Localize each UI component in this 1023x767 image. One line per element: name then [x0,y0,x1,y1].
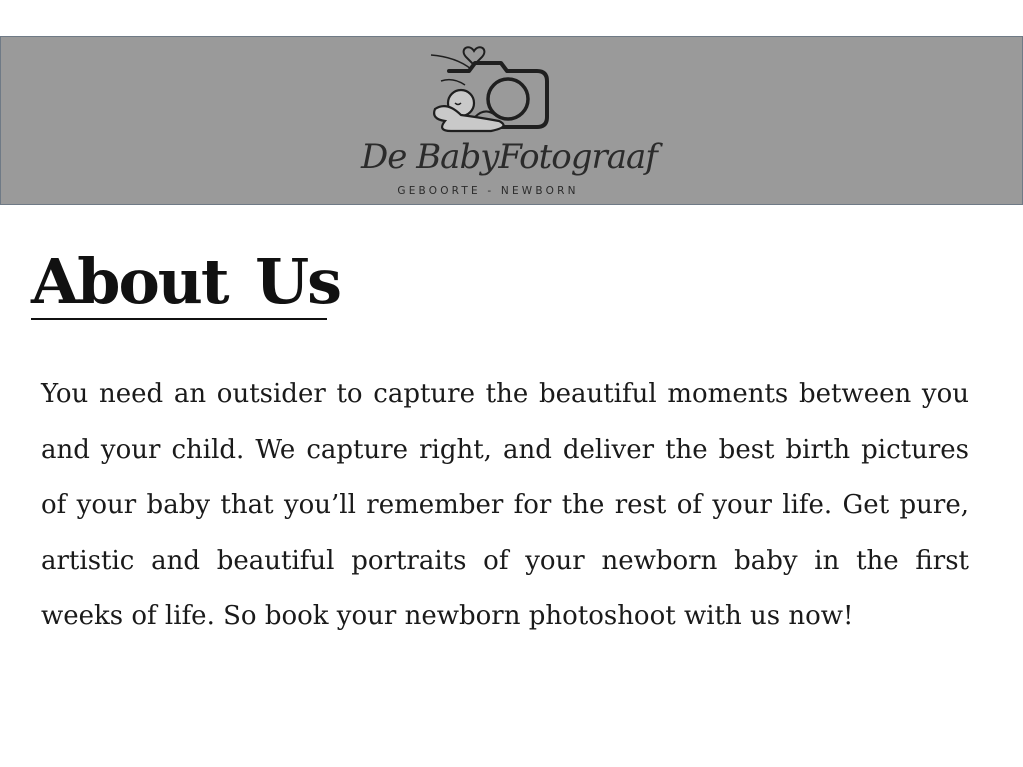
camera-baby-heart-icon [361,41,661,141]
brand-name: De BabyFotograaf [361,137,657,177]
page-title: About Us [31,245,341,318]
brand-logo [361,41,661,201]
brand-tagline: GEBOORTE - NEWBORN [397,185,579,197]
title-underline [31,318,327,320]
about-paragraph: You need an outsider to capture the beautiful moments between you and your child. We capture right, and deliver the best birth pictures of your baby that you’ll remember for the rest of your life. Get pure, artistic and beautiful portraits of your newborn baby in the first weeks of life. So book your newborn photoshoot with us now! [41,379,969,632]
header-banner [0,36,1023,205]
